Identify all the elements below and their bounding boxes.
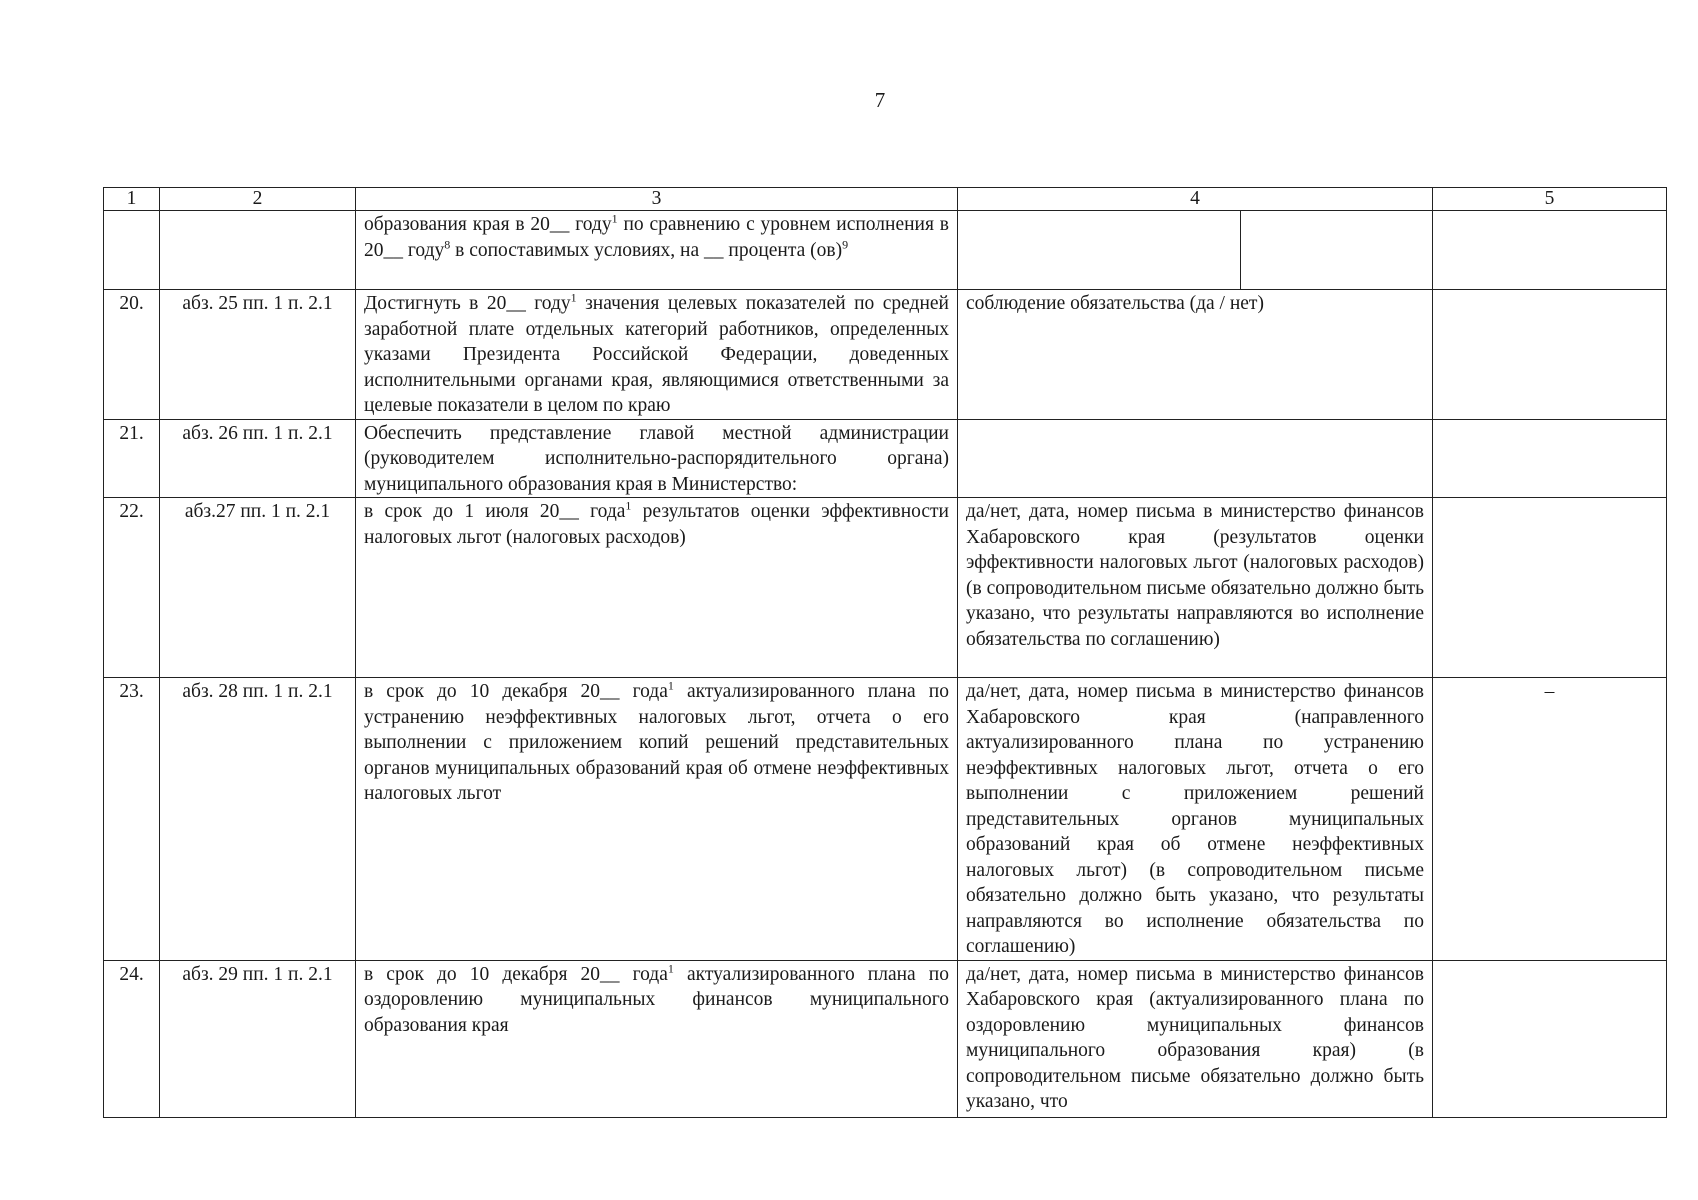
row-indicator [958,419,1433,498]
row-reference: абз.27 пп. 1 п. 2.1 [160,498,356,678]
row-number: 22. [104,498,160,678]
column-header-2: 2 [160,188,356,211]
footnote-mark: 1 [625,498,632,513]
obligation-text: в срок до 10 декабря 20__ года [364,963,668,985]
indicator-split-cell [958,211,1432,289]
row-indicator: да/нет, дата, номер письма в министерство финансов Хабаровского края (результатов оценки эффективности налоговых льгот (налоговых расходов) (в сопроводительном письме обязательно должно быть указано, что результаты направляются во исполнение обязательства по соглашению) [958,498,1433,678]
obligation-text: образования края в 20__ году [364,214,612,235]
obligation-text: по сравнению с уровнем исполнения в 20__ году [364,214,949,261]
row-reference [160,211,356,290]
obligation-text: актуализированного плана по устранению неэффективных налоговых льгот, отчета о его выполнении с приложением копий решений представительных органов муниципальных образований края об отмене неэффективных налоговых льгот [364,681,949,804]
row-number: 23. [104,678,160,961]
row-number: 24. [104,960,160,1117]
row-indicator: да/нет, дата, номер письма в министерство финансов Хабаровского края (направленного актуализированного плана по устранению неэффективных налоговых льгот, отчета о его выполнении с приложением решений представительных органов муниципальных образований края об отмене неэффективных налоговых льгот) (в сопроводительном письме обязательно должно быть указано, что результаты направляются во исполнение обязательства по соглашению) [958,678,1433,961]
row-reference: абз. 25 пп. 1 п. 2.1 [160,290,356,420]
column-header-3: 3 [356,188,958,211]
table-row [104,419,1667,498]
row-indicator: соблюдение обязательства (да / нет) [958,290,1433,420]
column-header-1: 1 [104,188,160,211]
row-obligation [356,678,958,961]
table-header-row [104,188,1667,211]
row-indicator [958,211,1433,290]
row-obligation [356,290,958,420]
obligation-text: в сопоставимых условиях, на __ процента (ов) [450,239,843,261]
table-row [104,678,1667,961]
row-number: 20. [104,290,160,420]
footnote-mark: 9 [842,237,849,251]
page-number: 7 [874,88,886,112]
obligations-table [103,187,1667,1118]
column-header-5: 5 [1433,188,1667,211]
footnote-mark: 1 [667,961,674,975]
obligation-text: в срок до 1 июля 20__ года [364,501,626,522]
footnote-mark: 8 [444,237,451,251]
row-note: – [1433,678,1667,961]
row-note [1433,290,1667,420]
footnote-mark: 1 [570,290,577,305]
row-note [1433,211,1667,290]
row-note [1433,960,1667,1117]
indicator-subcell-a [958,211,1241,289]
table-row [104,290,1667,420]
row-note [1433,419,1667,498]
row-obligation [356,211,958,290]
footnote-mark: 1 [611,211,618,226]
row-note [1433,498,1667,678]
indicator-subcell-b [1241,211,1432,289]
table-row [104,211,1667,290]
obligation-text: Достигнуть в 20__ году [364,293,571,314]
row-reference: абз. 26 пп. 1 п. 2.1 [160,419,356,498]
row-obligation [356,498,958,678]
column-header-4: 4 [958,188,1433,211]
table-row [104,498,1667,678]
obligation-text: актуализированного плана по оздоровлению муниципальных финансов муниципального образования края [364,963,949,1036]
row-reference: абз. 28 пп. 1 п. 2.1 [160,678,356,961]
row-reference: абз. 29 пп. 1 п. 2.1 [160,960,356,1117]
obligation-text: значения целевых показателей по средней заработной плате отдельных категорий работников, определенных указами Президента Российской Федерации, доведенных исполнительными органами края, являющимися ответственными за целевые показатели в целом по краю [364,293,949,416]
footnote-mark: 1 [667,678,674,693]
row-obligation [356,960,958,1117]
obligation-text: в срок до 10 декабря 20__ года [364,681,668,702]
table-row [104,960,1667,1117]
row-number [104,211,160,290]
obligation-text: результатов оценки эффективности налоговых льгот (налоговых расходов) [364,501,949,548]
row-number: 21. [104,419,160,498]
row-obligation: Обеспечить представление главой местной администрации (руководителем исполнительно-распорядительного органа) муниципального образования края в Министерство: [356,419,958,498]
row-indicator: да/нет, дата, номер письма в министерство финансов Хабаровского края (актуализированного плана по оздоровлению муниципальных финансов муниципального образования края) (в сопроводительном письме обязательно должно быть указано, что [958,960,1433,1117]
